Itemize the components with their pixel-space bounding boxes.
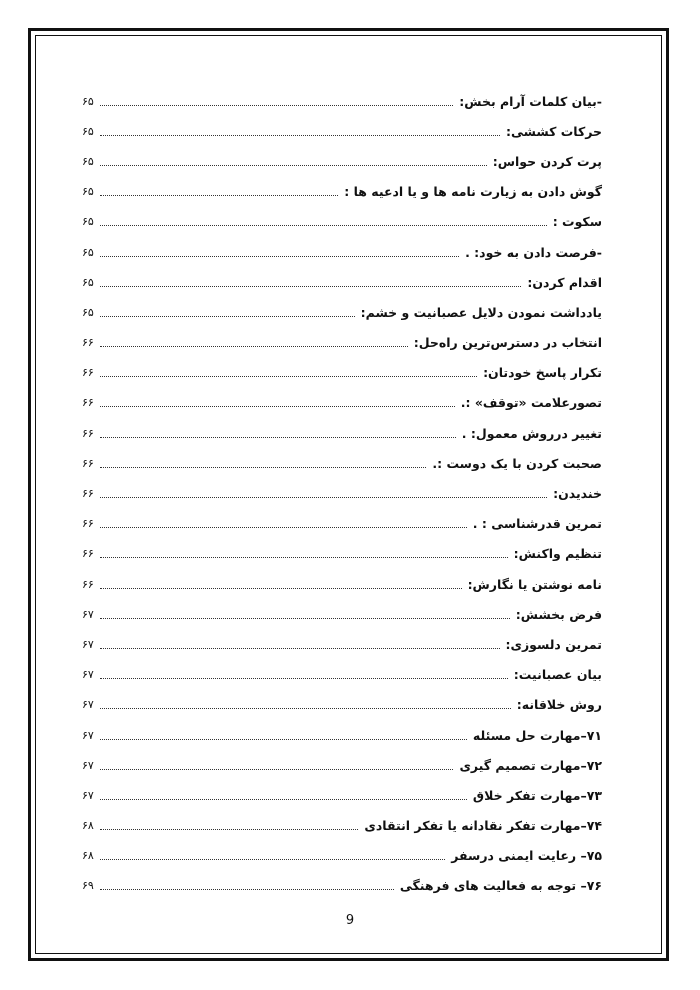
toc-entry[interactable]	[82, 750, 602, 780]
toc-entry[interactable]	[82, 660, 602, 690]
toc-dot-leader	[100, 889, 394, 890]
toc-entry[interactable]	[82, 388, 602, 418]
toc-entry-title: ۷۴–مهارت تفکر نقادانه یا تفکر انتقادی	[364, 818, 602, 834]
toc-entry-page: ۶۷	[82, 788, 94, 802]
toc-dot-leader	[100, 346, 408, 347]
toc-entry-page: ۶۵	[82, 215, 94, 229]
toc-entry-title: ۷۵– رعایت ایمنی درسفر	[451, 848, 602, 864]
toc-dot-leader	[100, 467, 427, 468]
toc-entry-title: تغییر درروش معمول: .	[461, 425, 602, 441]
toc-dot-leader	[100, 376, 477, 377]
toc-entry[interactable]	[82, 297, 602, 327]
toc-dot-leader	[100, 557, 508, 558]
toc-entry-page: ۶۶	[82, 396, 94, 410]
toc-entry[interactable]	[82, 418, 602, 448]
toc-entry-page: ۶۷	[82, 698, 94, 712]
toc-dot-leader	[100, 739, 467, 740]
toc-entry-page: ۶۷	[82, 607, 94, 621]
toc-dot-leader	[100, 678, 508, 679]
toc-entry[interactable]	[82, 448, 602, 478]
toc-entry[interactable]	[82, 177, 602, 207]
toc-entry-title: یادداشت نمودن دلایل عصبانیت و خشم:	[360, 304, 602, 320]
toc-entry[interactable]	[82, 599, 602, 629]
toc-entry[interactable]	[82, 811, 602, 841]
toc-dot-leader	[100, 286, 522, 287]
page-number: 9	[345, 913, 355, 928]
toc-entry-page: ۶۵	[82, 275, 94, 289]
table-of-contents	[82, 86, 602, 901]
toc-entry-title: روش خلاقانه:	[516, 697, 602, 713]
toc-entry-page: ۶۶	[82, 426, 94, 440]
toc-entry-page: ۶۵	[82, 124, 94, 138]
toc-entry[interactable]	[82, 146, 602, 176]
toc-entry[interactable]	[82, 841, 602, 871]
toc-entry-title: صحبت کردن با یک دوست :.	[432, 455, 602, 471]
toc-entry-title: تمرین دلسوزی:	[505, 636, 602, 652]
toc-entry-title: ۷۲–مهارت تصمیم گیری	[459, 757, 602, 773]
toc-dot-leader	[100, 195, 338, 196]
toc-entry[interactable]	[82, 358, 602, 388]
toc-dot-leader	[100, 437, 456, 438]
toc-entry[interactable]	[82, 871, 602, 901]
toc-entry-page: ۶۵	[82, 245, 94, 259]
toc-entry-title: -بیان کلمات آرام بخش:	[459, 93, 602, 109]
toc-entry-page: ۶۵	[82, 154, 94, 168]
toc-entry-title: تنظیم واکنش:	[513, 546, 602, 562]
toc-entry-page: ۶۵	[82, 305, 94, 319]
toc-entry-title: ۷۶– توجه به فعالیت های فرهنگی	[399, 878, 602, 894]
toc-entry[interactable]	[82, 509, 602, 539]
toc-dot-leader	[100, 769, 454, 770]
toc-dot-leader	[100, 648, 500, 649]
toc-entry-title: گوش دادن به زیارت نامه ها و یا ادعیه ها :	[344, 184, 602, 200]
toc-entry-page: ۶۸	[82, 819, 94, 833]
toc-entry-page: ۶۷	[82, 637, 94, 651]
toc-entry-title: خندیدن:	[553, 486, 602, 502]
toc-entry[interactable]	[82, 116, 602, 146]
toc-entry[interactable]	[82, 207, 602, 237]
toc-entry-title: ۷۱–مهارت حل مسئله	[472, 727, 602, 743]
toc-entry-page: ۶۶	[82, 547, 94, 561]
toc-dot-leader	[100, 105, 453, 106]
toc-dot-leader	[100, 165, 487, 166]
toc-dot-leader	[100, 256, 459, 257]
toc-dot-leader	[100, 829, 359, 830]
toc-entry[interactable]	[82, 237, 602, 267]
toc-entry-title: حرکات کششی:	[505, 123, 602, 139]
toc-entry[interactable]	[82, 478, 602, 508]
toc-entry-page: ۶۷	[82, 758, 94, 772]
toc-dot-leader	[100, 708, 511, 709]
toc-entry-title: انتخاب در دسترس‌ترین راه‌حل:	[413, 335, 602, 351]
toc-entry[interactable]	[82, 569, 602, 599]
toc-entry[interactable]	[82, 720, 602, 750]
toc-dot-leader	[100, 406, 455, 407]
toc-entry[interactable]	[82, 780, 602, 810]
toc-entry-page: ۶۶	[82, 366, 94, 380]
toc-entry-page: ۶۶	[82, 517, 94, 531]
toc-entry-page: ۶۷	[82, 668, 94, 682]
toc-entry[interactable]	[82, 267, 602, 297]
toc-dot-leader	[100, 316, 355, 317]
toc-entry-title: تکرار پاسخ خودتان:	[483, 365, 602, 381]
toc-entry[interactable]	[82, 86, 602, 116]
toc-entry-page: ۶۷	[82, 728, 94, 742]
toc-entry-title: بیان عصبانیت:	[513, 667, 602, 683]
toc-entry-title: تمرین قدرشناسی : .	[472, 516, 602, 532]
toc-dot-leader	[100, 527, 467, 528]
toc-dot-leader	[100, 799, 467, 800]
toc-dot-leader	[100, 135, 500, 136]
toc-entry-page: ۶۵	[82, 185, 94, 199]
toc-entry-title: فرض بخشش:	[515, 606, 602, 622]
toc-entry[interactable]	[82, 328, 602, 358]
toc-entry-title: تصورعلامت «توقف» :.	[460, 395, 602, 411]
toc-entry-title: ۷۳–مهارت تفکر خلاق	[472, 787, 602, 803]
toc-entry-page: ۶۶	[82, 336, 94, 350]
toc-entry-title: -فرصت دادن به خود: .	[465, 244, 602, 260]
toc-entry-page: ۶۶	[82, 487, 94, 501]
toc-entry-page: ۶۹	[82, 879, 94, 893]
toc-entry[interactable]	[82, 539, 602, 569]
toc-entry-page: ۶۸	[82, 849, 94, 863]
toc-entry-page: ۶۵	[82, 94, 94, 108]
toc-entry[interactable]	[82, 690, 602, 720]
toc-entry[interactable]	[82, 629, 602, 659]
toc-dot-leader	[100, 225, 547, 226]
toc-entry-page: ۶۶	[82, 456, 94, 470]
toc-dot-leader	[100, 618, 510, 619]
toc-entry-title: پرت کردن حواس:	[492, 153, 602, 169]
toc-entry-page: ۶۶	[82, 577, 94, 591]
toc-entry-title: اقدام کردن:	[527, 274, 602, 290]
toc-entry-title: نامه نوشتن یا نگارش:	[467, 576, 602, 592]
toc-entry-title: سکوت :	[552, 214, 602, 230]
toc-dot-leader	[100, 588, 462, 589]
toc-dot-leader	[100, 859, 445, 860]
toc-dot-leader	[100, 497, 547, 498]
